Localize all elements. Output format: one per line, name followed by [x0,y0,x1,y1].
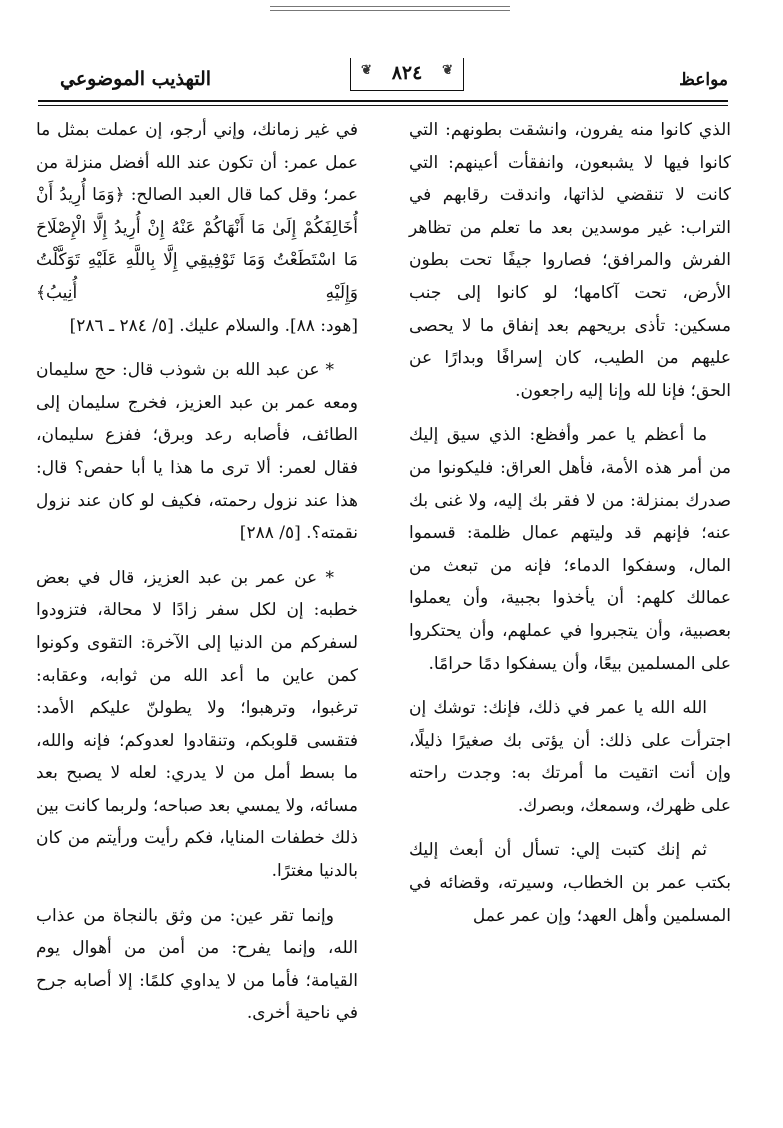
paragraph: ثم إنك كتبت إلي: تسأل أن أبعث إليك بكتب عمر بن الخطاب، وسيرته، وقضائه في المسلمين وأهل العهد؛ وإن عمر عمل [409,840,731,926]
paragraph: وإنما تقر عين: من وثق بالنجاة من عذاب الله، وإنما يفرح: من أمن من أهوال يوم القيامة؛ فأما من لا يداوي كلمًا: إلا أصابه جرح في ناحية أخرى. [36,905,358,1024]
book-title: التهذيب الموضوعي [60,68,212,90]
right-column [409,114,731,944]
header-rule-thin [38,105,728,106]
left-column [36,114,358,1042]
paragraph: الذي كانوا منه يفرون، وانشقت بطونهم: التي كانوا فيها لا يشبعون، وانفقأت أعينهم: التي كانت لا تنقضي لذاتها، واندقت رقابهم في التراب: غير موسدين بعد ما تعلم من تظاهر الفرش والمرافق؛ فصاروا جيفًا تحت بطون الأرض، تحت آكامها؛ لو كانوا إلى جنب مسكين: تأذى بريحهم بعد إنفاق ما لا يحصى عليهم من الطيب، كان إسرافًا وبدارًا عن الحق؛ فإنا لله وإنا إليه راجعون. [409,120,731,401]
paragraph: * عن عمر بن عبد العزيز، قال في بعض خطبه: إن لكل سفر زادًا لا محالة، فتزودوا لسفركم من الدنيا إلى الآخرة: التقوى وكونوا كمن عاين ما أعد الله من ثوابه، وعقابه: ترغبوا، وترهبوا؛ ولا يطولنّ عليكم الأمد: فتقسى قلوبكم، وتنقادوا لعدوكم؛ فإنه والله، ما بسط أمل من لا يدري: لعله لا يصبح بعد مسائه، ولا يمسي بعد صباحه؛ ولربما كانت بين ذلك خطفات المنايا، فكم رأيت ورأيتم من كان بالدنيا مغترًا. [36,567,358,882]
top-ornament-lines [270,6,510,12]
paragraph-text: في غير زمانك، وإني أرجو، إن عملت بمثل ما عمل عمر: أن تكون عند الله أفضل منزلة من عمر؛ وقل كما قال العبد الصالح: [36,120,359,206]
quran-verse: ﴿وَمَا أُرِيدُ أَنْ أُخَالِفَكُمْ إِلَىٰ مَا أَنْهَاكُمْ عَنْهُ إِنْ أُرِيدُ إِلَّا الْإِصْلَاحَ مَا اسْتَطَعْتُ وَمَا تَوْفِيقِي إِلَّا بِاللَّهِ عَلَيْهِ تَوَكَّلْتُ وَإِلَيْهِ أُنِيبُ﴾ [36,185,358,303]
ornament-icon: ❦ [442,63,453,78]
reference: [هود: ٨٨]. والسلام عليك. [٥/ ٢٨٤ ـ ٢٨٦] [69,315,358,336]
page-number-box [350,58,464,91]
paragraph: * عن عبد الله بن شوذب قال: حج سليمان ومعه عمر بن عبد العزيز، فخرج سليمان إلى الطائف، فأصابه رعد وبرق؛ ففزع سليمان، فقال لعمر: ألا ترى ما هذا يا أبا حفص؟ قال: هذا عند نزول رحمته، فكيف لو كان عند نزول نقمته؟. [٥/ ٢٨٨] [36,360,358,544]
header-rule [38,100,728,102]
paragraph: الله الله يا عمر في ذلك، فإنك: توشك إن اجترأت على ذلك: أن يؤتى بك صغيرًا ذليلًا، وإن أنت اتقيت ما أمرتك به: وجدت راحته على ظهرك، وسمعك، وبصرك. [409,698,731,816]
ornament-icon: ❦ [361,63,372,78]
paragraph [36,114,358,342]
chapter-title: مواعظ [679,70,728,90]
page-number: ٨٢٤ [391,62,423,84]
paragraph: ما أعظم يا عمر وأفظع: الذي سيق إليك من أمر هذه الأمة، فأهل العراق: فليكونوا من صدرك بمنزلة: من لا فقر بك إليه، ولا غنى بك عنه؛ فإنهم قد وليتهم عمال ظلمة: قسموا المال، وسفكوا الدماء؛ فإنه من تبعث من عمالك كلهم: أن يأخذوا بجبية، وأن يعملوا بعصبية، وأن يتجبروا في عملهم، وأن يحتكروا على المسلمين بيعًا، وأن يسفكوا دمًا حرامًا. [409,425,731,674]
page-header [38,58,728,102]
